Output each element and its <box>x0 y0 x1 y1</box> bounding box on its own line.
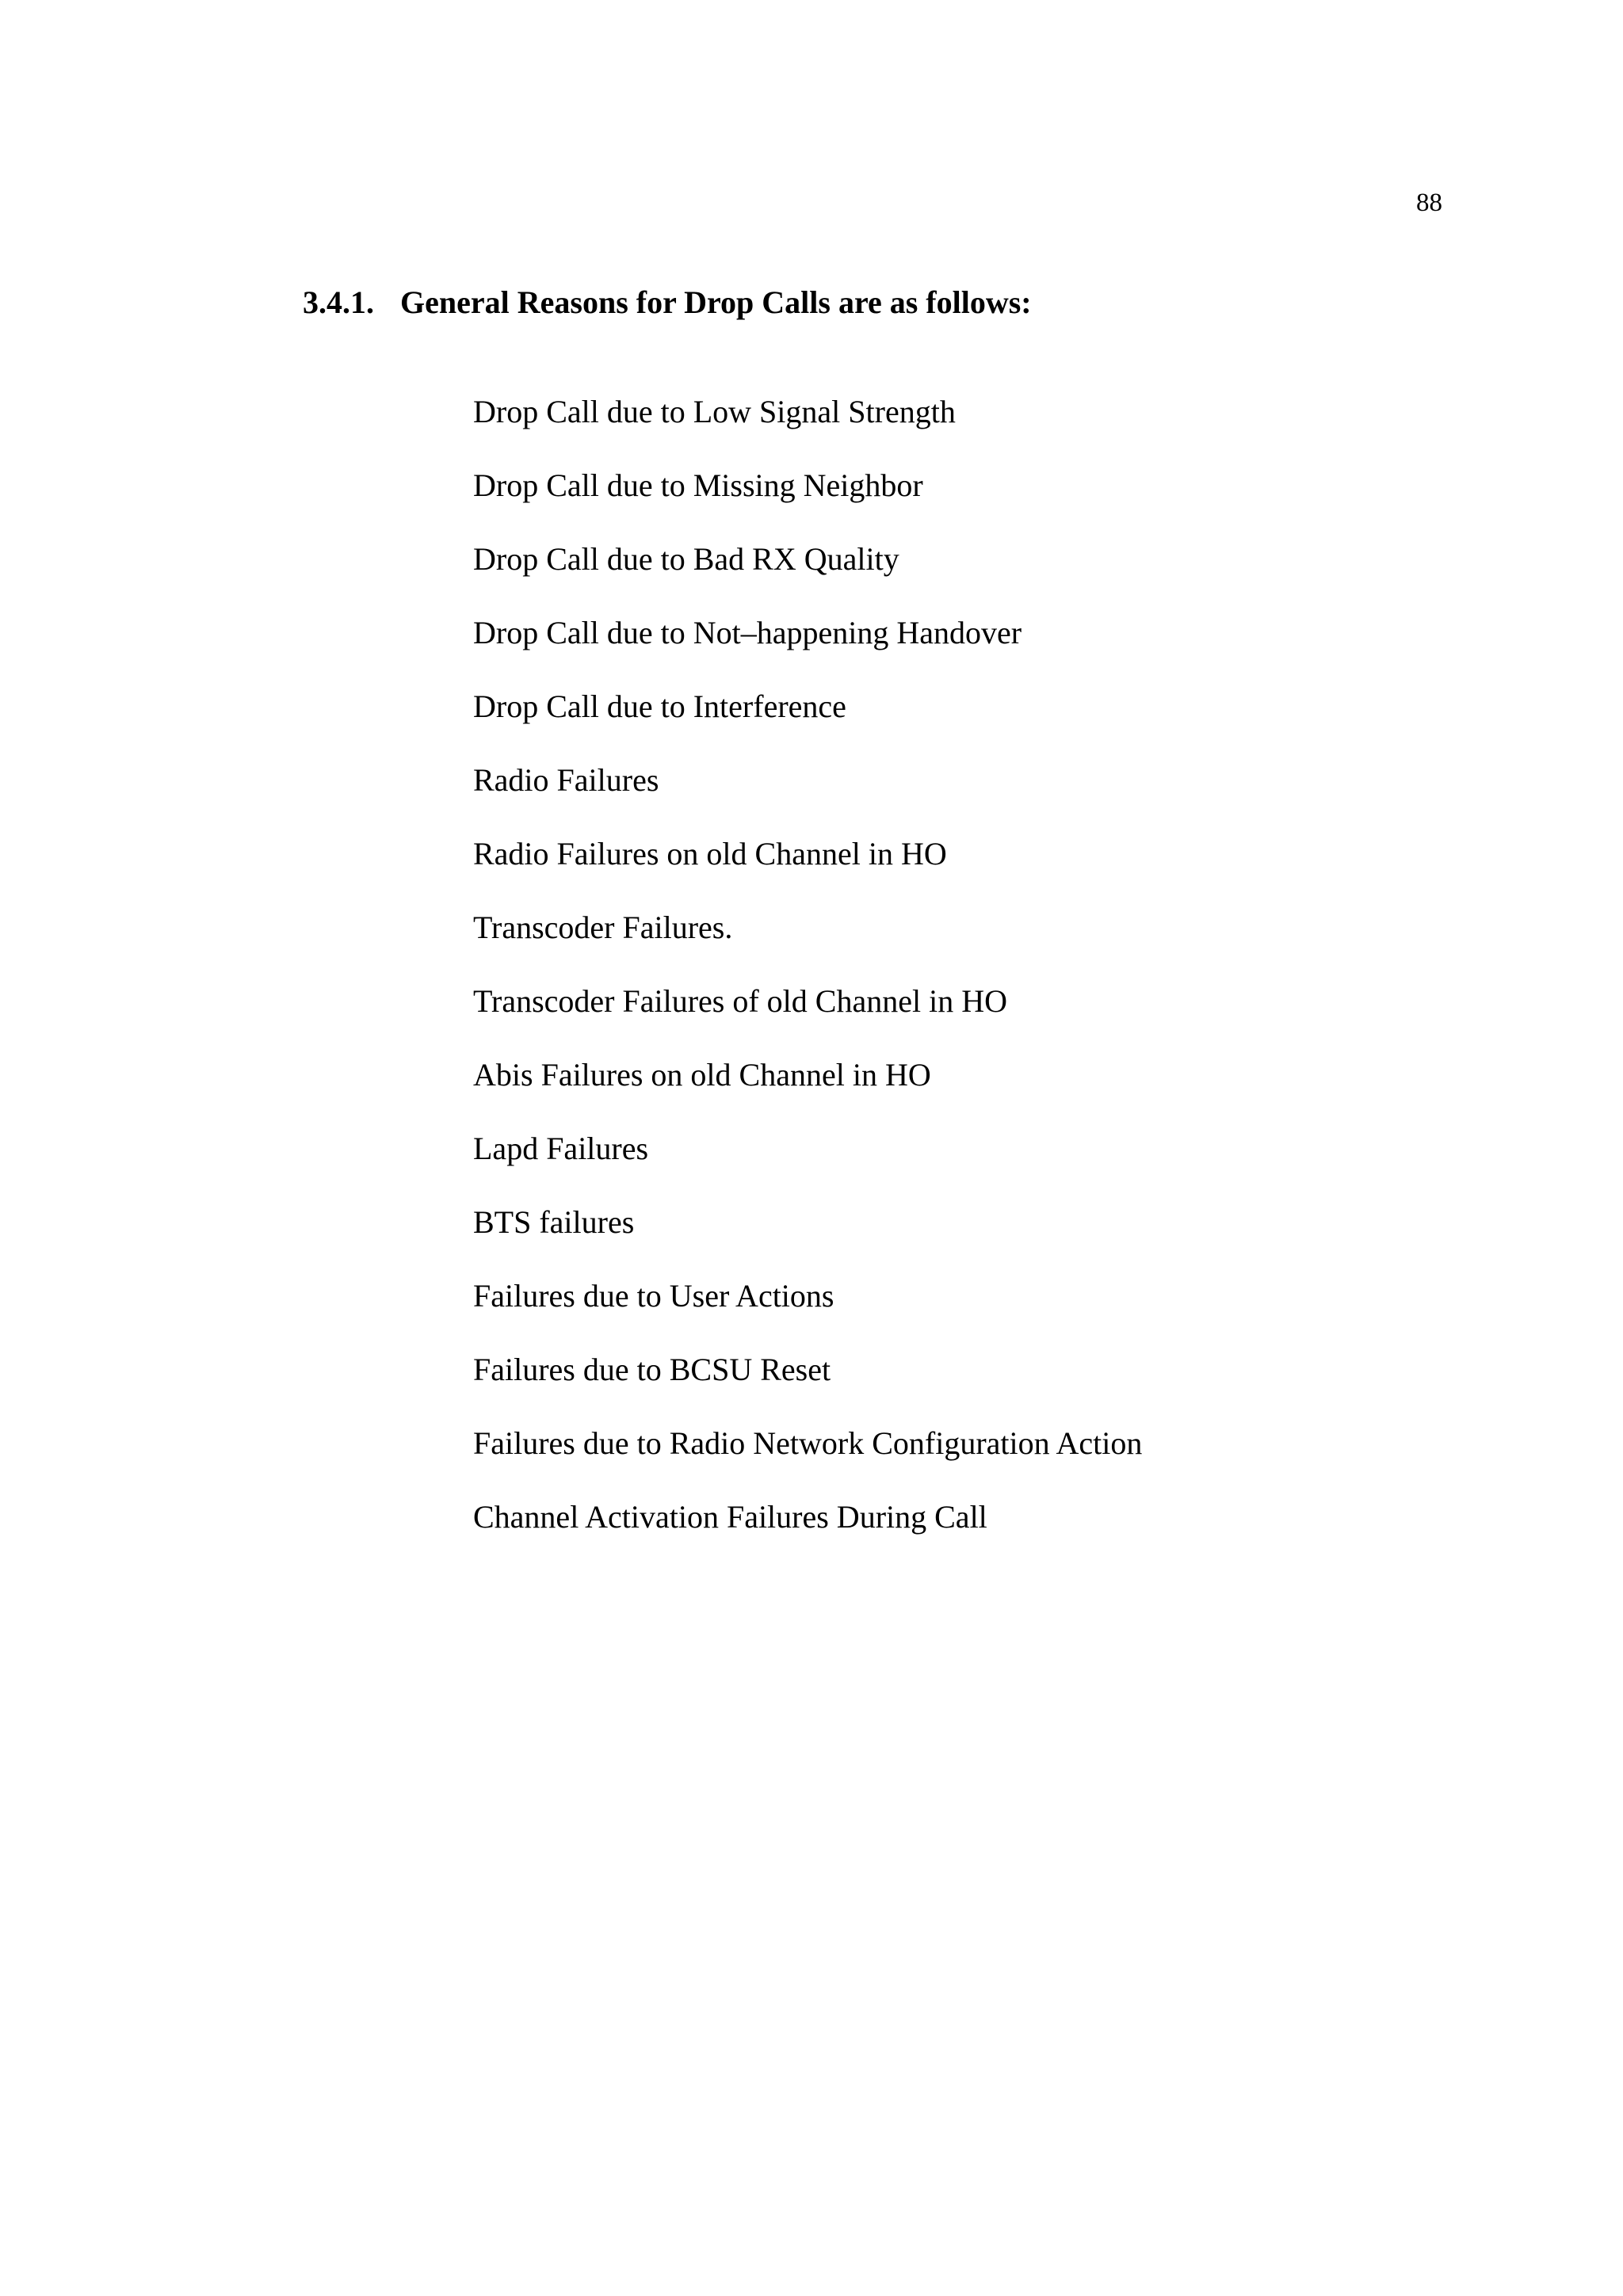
section-number: 3.4.1. <box>303 284 374 320</box>
list-item: Radio Failures on old Channel in HO <box>473 836 947 871</box>
list-item: Radio Failures <box>473 762 659 798</box>
list-item: Drop Call due to Low Signal Strength <box>473 394 956 429</box>
list-item: Lapd Failures <box>473 1131 649 1166</box>
list-item: Drop Call due to Missing Neighbor <box>473 467 923 503</box>
list-item: Channel Activation Failures During Call <box>473 1499 987 1535</box>
section-title: General Reasons for Drop Calls are as follows: <box>400 284 1032 320</box>
list-item: BTS failures <box>473 1204 635 1240</box>
list-item: Abis Failures on old Channel in HO <box>473 1057 931 1093</box>
drop-call-reasons-list <box>473 396 1142 1575</box>
list-item: Transcoder Failures. <box>473 910 733 945</box>
list-item: Drop Call due to Not–happening Handover <box>473 615 1022 650</box>
list-item: Drop Call due to Interference <box>473 688 846 724</box>
list-item: Drop Call due to Bad RX Quality <box>473 541 899 577</box>
list-item: Failures due to User Actions <box>473 1278 834 1314</box>
list-item: Failures due to BCSU Reset <box>473 1352 831 1387</box>
list-item: Failures due to Radio Network Configuration Action <box>473 1425 1143 1461</box>
section-heading <box>303 284 1032 320</box>
page-number: 88 <box>1416 189 1442 217</box>
list-item: Transcoder Failures of old Channel in HO <box>473 983 1007 1019</box>
